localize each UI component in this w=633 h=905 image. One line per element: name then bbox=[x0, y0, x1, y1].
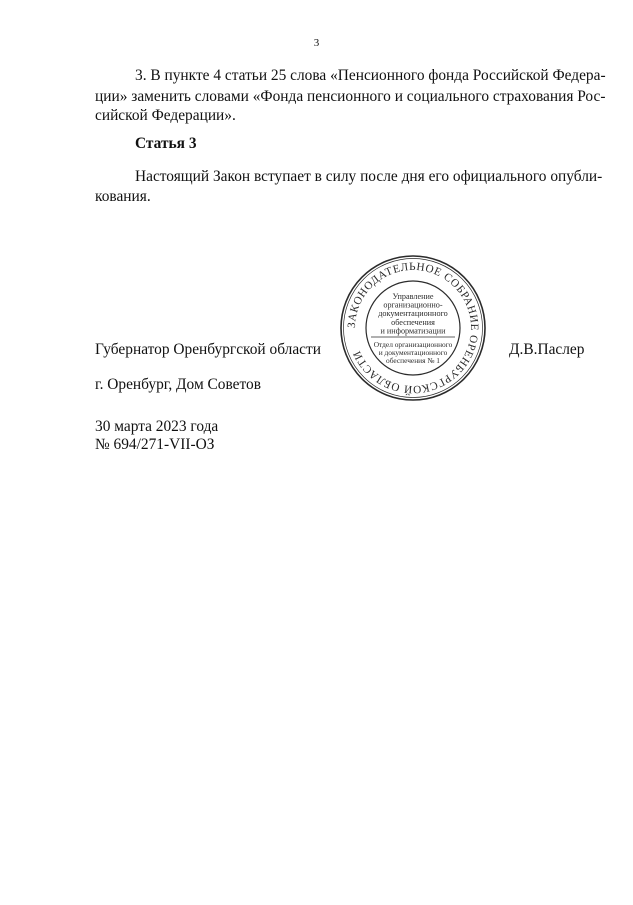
signatory-name: Д.В.Паслер bbox=[509, 341, 585, 358]
seal-graphic bbox=[338, 253, 488, 403]
official-seal bbox=[338, 253, 488, 403]
seal-inner-line: Управление bbox=[392, 292, 434, 301]
page-number: 3 bbox=[313, 37, 320, 49]
seal-lower-line: обеспечения № 1 bbox=[386, 356, 440, 365]
date: 30 марта 2023 года bbox=[95, 418, 219, 435]
signatory-position: Губернатор Оренбургской области bbox=[95, 341, 321, 358]
article-body-line-2: кования. bbox=[95, 188, 151, 205]
seal-lower-line: Отдел организационного bbox=[373, 340, 453, 349]
seal-inner-line: и информатизации bbox=[380, 326, 446, 336]
article-heading: Статья 3 bbox=[135, 135, 197, 152]
seal-lower-line: и документационного bbox=[378, 348, 448, 357]
place: г. Оренбург, Дом Советов bbox=[95, 376, 261, 393]
paragraph-3-line-2: ции» заменить словами «Фонда пенсионного и социального страхования Рос- bbox=[95, 88, 606, 105]
seal-inner-line: обеспечения bbox=[391, 317, 435, 327]
seal-inner-line: документационного bbox=[378, 309, 448, 319]
seal-inner-line: организационно- bbox=[383, 300, 443, 310]
paragraph-3-line-1: 3. В пункте 4 статьи 25 слова «Пенсионного фонда Российской Федера- bbox=[135, 67, 606, 84]
paragraph-3-line-3: сийской Федерации». bbox=[95, 107, 236, 124]
article-body-line-1: Настоящий Закон вступает в силу после дня его официального опубли- bbox=[135, 168, 603, 185]
seal-ring-text: ЗАКОНОДАТЕЛЬНОЕ СОБРАНИЕ ОРЕНБУРГСКОЙ ОБЛАСТИ bbox=[345, 260, 481, 396]
law-number: № 694/271-VII-ОЗ bbox=[95, 436, 215, 453]
